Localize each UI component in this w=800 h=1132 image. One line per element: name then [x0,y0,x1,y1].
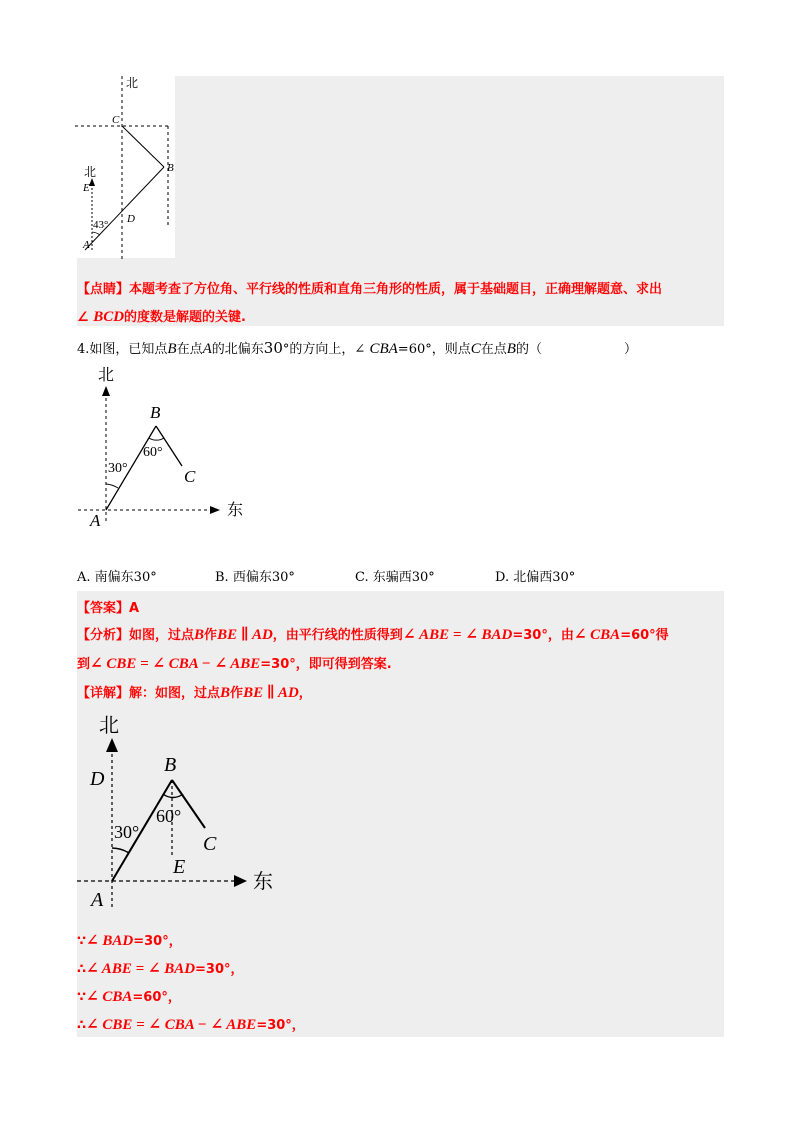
option-b[interactable] [215,566,295,585]
tip-line-1 [77,278,662,297]
analysis-text-5: =60°得 [620,628,669,643]
step-1-symbol: ∵ [77,934,87,949]
analysis-line-2 [77,653,392,673]
fig1-label-b: B [167,162,174,174]
step-1-rest: =30°， [133,934,182,949]
q-text-1: 如图，已知点 [89,342,168,357]
fig2-east: 东 [227,502,244,519]
q-cba: CBA [369,341,398,357]
q-close-paren: ） [623,342,637,357]
analysis-text-3: ，由平行线的性质得到 [272,628,403,643]
analysis-text-6: 到 [77,657,91,672]
step-4 [77,1014,305,1034]
fig3-label-b: B [164,754,177,776]
q-point-c: C [470,341,481,357]
tip-tag: 【点睛】 [77,282,130,297]
analysis-parallel: BE ∥ AD [217,627,273,643]
fig3-east: 东 [253,871,273,893]
fig1-label-a: A [83,239,90,251]
fig1-label-d: D [127,213,135,225]
step-2-symbol: ∴ [77,962,87,977]
detail-text-2: 作 [230,686,244,701]
detail-text-1: 解：如图，过点 [129,686,221,701]
fig2-label-c: C [184,467,196,486]
option-a-text: 南偏东30° [94,570,157,585]
option-d-text: 北偏西30° [513,570,576,585]
step-4-symbol: ∴ [77,1018,87,1033]
step-3 [77,986,181,1006]
detail-parallel: BE ∥ AD [243,685,299,701]
step-2 [77,958,244,978]
step-4-expr: ∠ CBE = ∠ CBA − ∠ ABE [86,1017,257,1033]
detail-point-b: B [220,685,231,701]
q-degree: 30 [263,339,283,357]
fig1-angle: 43° [93,219,109,231]
answer-line [77,597,139,616]
step-4-rest: =30°， [256,1018,305,1033]
analysis-text-4: =30°，由 [512,628,574,643]
q-text-2: 在点 [176,342,203,357]
fig1-north-left: 北 [84,165,97,179]
figure-3 [77,708,277,913]
step-1 [77,930,182,950]
q-text-4: °的方向上， [282,342,355,357]
tip-line-2 [77,306,246,326]
options-row [77,566,697,586]
analysis-text-2: 作 [204,628,218,643]
analysis-expr-1: ∠ ABE = ∠ BAD [402,627,513,643]
q-text-5: 在点 [480,342,507,357]
step-2-expr: ∠ ABE = ∠ BAD [86,961,196,977]
question-4 [77,338,637,358]
tip-text-2: 的度数是解题的关键. [124,310,246,325]
tip-seg: BCD [93,309,125,325]
fig3-angle-30: 30° [114,822,140,842]
step-3-symbol: ∵ [77,990,87,1005]
option-a[interactable] [77,566,157,585]
detail-tag: 【详解】 [77,686,130,701]
figure-2 [72,362,252,532]
step-3-expr: ∠ CBA [86,989,133,1005]
fig3-angle-60: 60° [156,806,182,826]
fig2-label-b: B [150,403,161,422]
option-c[interactable] [355,566,435,585]
q-eq: =60°，则点 [397,342,471,357]
fig1-label-c: C [112,114,120,126]
analysis-tag: 【分析】 [77,628,130,643]
answer-tag: 【答案】 [77,601,130,616]
q-text-3: 的北偏东 [211,342,264,357]
step-3-rest: =60°， [132,990,181,1005]
analysis-expr-2: ∠ CBA [573,627,621,643]
option-c-letter: C. [355,570,369,585]
fig3-north: 北 [99,715,119,737]
analysis-expr-3: ∠ CBE = ∠ CBA − ∠ ABE [90,656,261,672]
q-text-6: 的（ [515,342,542,357]
analysis-text-1: 如图，过点 [129,628,195,643]
answer-value: A [129,601,140,616]
q-point-b: B [167,341,177,357]
fig1-label-e: E [83,182,90,194]
analysis-point-b: B [194,627,205,643]
fig2-angle-30: 30° [108,461,128,476]
option-d[interactable] [495,566,575,585]
step-1-expr: ∠ BAD [86,933,134,949]
fig2-angle-60: 60° [143,445,163,460]
fig3-label-d: D [90,768,105,790]
detail-line [77,682,312,702]
analysis-line-1 [77,624,669,644]
question-number: 4. [77,342,90,357]
option-a-letter: A. [77,570,91,585]
detail-text-3: ， [298,686,312,701]
option-b-letter: B. [215,570,229,585]
figure-1 [70,70,190,265]
q-point-a: A [202,341,212,357]
option-c-text: 东骗西30° [372,570,435,585]
q-point-b2: B [506,341,516,357]
tip-text-1: 本题考查了方位角、平行线的性质和直角三角形的性质，属于基础题目，正确理解题意、求出 [129,282,663,297]
fig1-north-top: 北 [126,76,139,90]
step-2-rest: =30°， [195,962,244,977]
fig2-label-a: A [90,511,101,530]
fig3-label-e: E [173,856,186,878]
q-angle-symbol: ∠ [354,342,366,357]
option-d-letter: D. [495,570,510,585]
fig2-north: 北 [98,367,115,384]
tip-angle: ∠ [77,310,89,325]
analysis-text-7: =30°，即可得到答案. [260,657,392,672]
fig3-label-a: A [91,889,104,911]
option-b-text: 西偏东30° [232,570,295,585]
fig3-label-c: C [203,833,217,855]
